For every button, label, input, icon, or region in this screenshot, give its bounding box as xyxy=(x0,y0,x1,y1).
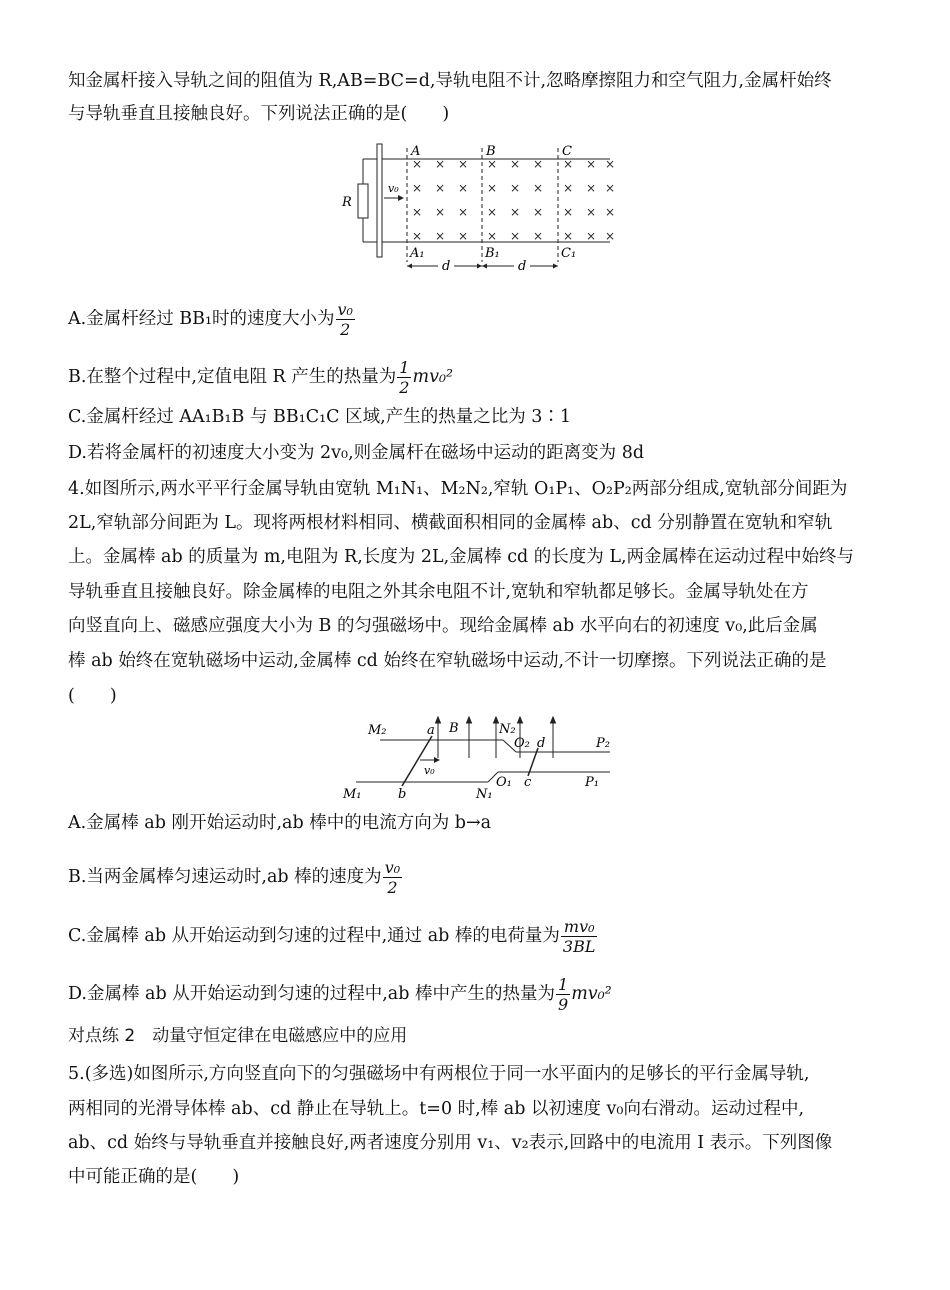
label-A1: A₁ xyxy=(410,246,425,261)
label-N1: N₁ xyxy=(476,787,493,802)
q4-option-d-fraction: $\frac{1}{9}$ xyxy=(558,975,569,1014)
q4-stem-line-4: 导轨垂直且接触良好。除金属棒的电阻之外其余电阻不计,宽轨和窄轨都足够长。金属导轨处在方 xyxy=(68,582,809,602)
field-cross: × xyxy=(563,181,574,195)
field-cross: × xyxy=(412,205,423,219)
field-cross: × xyxy=(435,157,446,171)
q4-option-c-fraction: $\frac{\text{mv₀}}{3BL}$ xyxy=(562,917,596,956)
velocity-label: v₀ xyxy=(388,182,399,195)
label-A: A xyxy=(411,144,421,159)
label-b: b xyxy=(398,787,407,802)
label-B-field: B xyxy=(449,721,459,736)
field-cross: × xyxy=(586,205,597,219)
q5-stem-line-3: ab、cd 始终与导轨垂直并接触良好,两者速度分别用 v₁、v₂表示,回路中的电流用 I 表示。下列图像 xyxy=(68,1133,833,1153)
q4-rail-diagram xyxy=(338,712,628,807)
label-N2: N₂ xyxy=(499,722,516,737)
q4-option-c: C.金属棒 ab 从开始运动到匀速的过程中,通过 ab 棒的电荷量为 $\frac{\text{mv₀}}{3BL}$ xyxy=(68,917,596,956)
field-cross: × xyxy=(533,229,544,243)
q3-option-a: A.金属杆经过 BB₁时的速度大小为 $\frac{\text{v₀}}{2}$ xyxy=(68,300,353,339)
field-cross: × xyxy=(435,229,446,243)
label-C1: C₁ xyxy=(561,246,577,261)
distance-label-2: d xyxy=(518,259,527,274)
q4-velocity-label: v₀ xyxy=(424,764,435,777)
q4-stem-line-6: 棒 ab 始终在宽轨磁场中运动,金属棒 cd 始终在窄轨磁场中运动,不计一切摩擦。下列说法正确的是 xyxy=(68,651,827,671)
q4-stem-line-2: 2L,窄轨部分间距为 L。现将两根材料相同、横截面积相同的金属棒 ab、cd 分别静置在宽轨和窄轨 xyxy=(68,513,833,533)
field-cross: × xyxy=(412,157,423,171)
q5-stem-line-1: 5.(多选)如图所示,方向竖直向下的匀强磁场中有两根位于同一水平面内的足够长的平行金属导轨, xyxy=(68,1064,810,1084)
q4-option-b: B.当两金属棒匀速运动时,ab 棒的速度为 $\frac{\text{v₀}}{2}$ xyxy=(68,858,401,897)
field-cross: × xyxy=(435,181,446,195)
q3-intro-line-2: 与导轨垂直且接触良好。下列说法正确的是( ) xyxy=(68,104,450,124)
field-cross: × xyxy=(458,181,469,195)
label-a: a xyxy=(427,723,435,738)
field-cross: × xyxy=(563,205,574,219)
label-c: c xyxy=(524,775,532,790)
q4-stem-line-7: ( ) xyxy=(68,686,117,706)
field-cross: × xyxy=(487,229,498,243)
field-cross: × xyxy=(487,181,498,195)
field-cross: × xyxy=(510,157,521,171)
field-cross: × xyxy=(458,205,469,219)
field-cross: × xyxy=(605,157,616,171)
field-cross: × xyxy=(586,229,597,243)
rod-ab xyxy=(402,736,432,786)
label-O1: O₁ xyxy=(496,775,512,790)
label-C: C xyxy=(562,144,572,159)
label-B1: B₁ xyxy=(485,246,500,261)
field-cross: × xyxy=(586,157,597,171)
q3-option-b-fraction: $\frac{1}{2}$ xyxy=(399,358,410,397)
q3-option-a-fraction: $\frac{\text{v₀}}{2}$ xyxy=(337,300,353,339)
label-B: B xyxy=(486,144,496,159)
field-cross: × xyxy=(563,229,574,243)
q3-rail-diagram xyxy=(338,140,618,280)
field-cross: × xyxy=(533,181,544,195)
field-cross: × xyxy=(605,205,616,219)
field-cross: × xyxy=(412,181,423,195)
field-cross: × xyxy=(563,157,574,171)
q4-stem-line-3: 上。金属棒 ab 的质量为 m,电阻为 R,长度为 2L,金属棒 cd 的长度为 L,两金属棒在运动过程中始终与 xyxy=(68,547,855,567)
field-cross: × xyxy=(435,205,446,219)
field-cross: × xyxy=(458,157,469,171)
field-cross: × xyxy=(412,229,423,243)
magnetic-field-crosses xyxy=(412,157,615,243)
label-O2: O₂ xyxy=(514,736,530,751)
field-cross: × xyxy=(458,229,469,243)
label-d: d xyxy=(537,736,546,751)
field-cross: × xyxy=(533,205,544,219)
q3-option-b: B.在整个过程中,定值电阻 R 产生的热量为 $\frac{1}{2}$ mv₀² xyxy=(68,358,453,397)
field-cross: × xyxy=(605,181,616,195)
field-cross: × xyxy=(510,205,521,219)
section-heading: 对点练 2 动量守恒定律在电磁感应中的应用 xyxy=(68,1026,408,1046)
field-cross: × xyxy=(533,157,544,171)
q3-intro-line-1: 知金属杆接入导轨之间的阻值为 R,AB=BC=d,导轨电阻不计,忽略摩擦阻力和空气阻力,金属杆始终 xyxy=(68,71,832,91)
q4-option-d: D.金属棒 ab 从开始运动到匀速的过程中,ab 棒中产生的热量为 $\frac{1}{9}$ mv₀² xyxy=(68,975,612,1014)
field-cross: × xyxy=(487,157,498,171)
field-cross: × xyxy=(510,181,521,195)
field-cross: × xyxy=(586,181,597,195)
q3-option-d: D.若将金属杆的初速度大小变为 2v₀,则金属杆在磁场中运动的距离变为 8d xyxy=(68,443,645,463)
q3-option-c: C.金属杆经过 AA₁B₁B 与 BB₁C₁C 区域,产生的热量之比为 3∶1 xyxy=(68,407,572,427)
q4-option-b-fraction: $\frac{\text{v₀}}{2}$ xyxy=(384,858,401,897)
field-cross: × xyxy=(487,205,498,219)
label-P1: P₁ xyxy=(585,775,599,790)
label-P2: P₂ xyxy=(596,736,610,751)
field-cross: × xyxy=(605,229,616,243)
distance-label-1: d xyxy=(442,259,451,274)
q5-stem-line-4: 中可能正确的是( ) xyxy=(68,1167,240,1187)
q4-stem-line-5: 向竖直向上、磁感应强度大小为 B 的匀强磁场中。现给金属棒 ab 水平向右的初速度 v₀,此后金属 xyxy=(68,616,818,636)
label-M2: M₂ xyxy=(368,723,387,738)
resistor-label: R xyxy=(342,195,352,210)
q5-stem-line-2: 两相同的光滑导体棒 ab、cd 静止在导轨上。t=0 时,棒 ab 以初速度 v₀向右滑动。运动过程中, xyxy=(68,1099,805,1119)
resistor xyxy=(358,184,368,218)
metal-rod xyxy=(377,144,382,257)
field-cross: × xyxy=(510,229,521,243)
q4-option-a: A.金属棒 ab 刚开始运动时,ab 棒中的电流方向为 b→a xyxy=(68,813,492,833)
label-M1: M₁ xyxy=(343,787,362,802)
q4-stem-line-1: 4.如图所示,两水平平行金属导轨由宽轨 M₁N₁、M₂N₂,窄轨 O₁P₁、O₂P₂两部分组成,宽轨部分间距为 xyxy=(68,479,848,499)
